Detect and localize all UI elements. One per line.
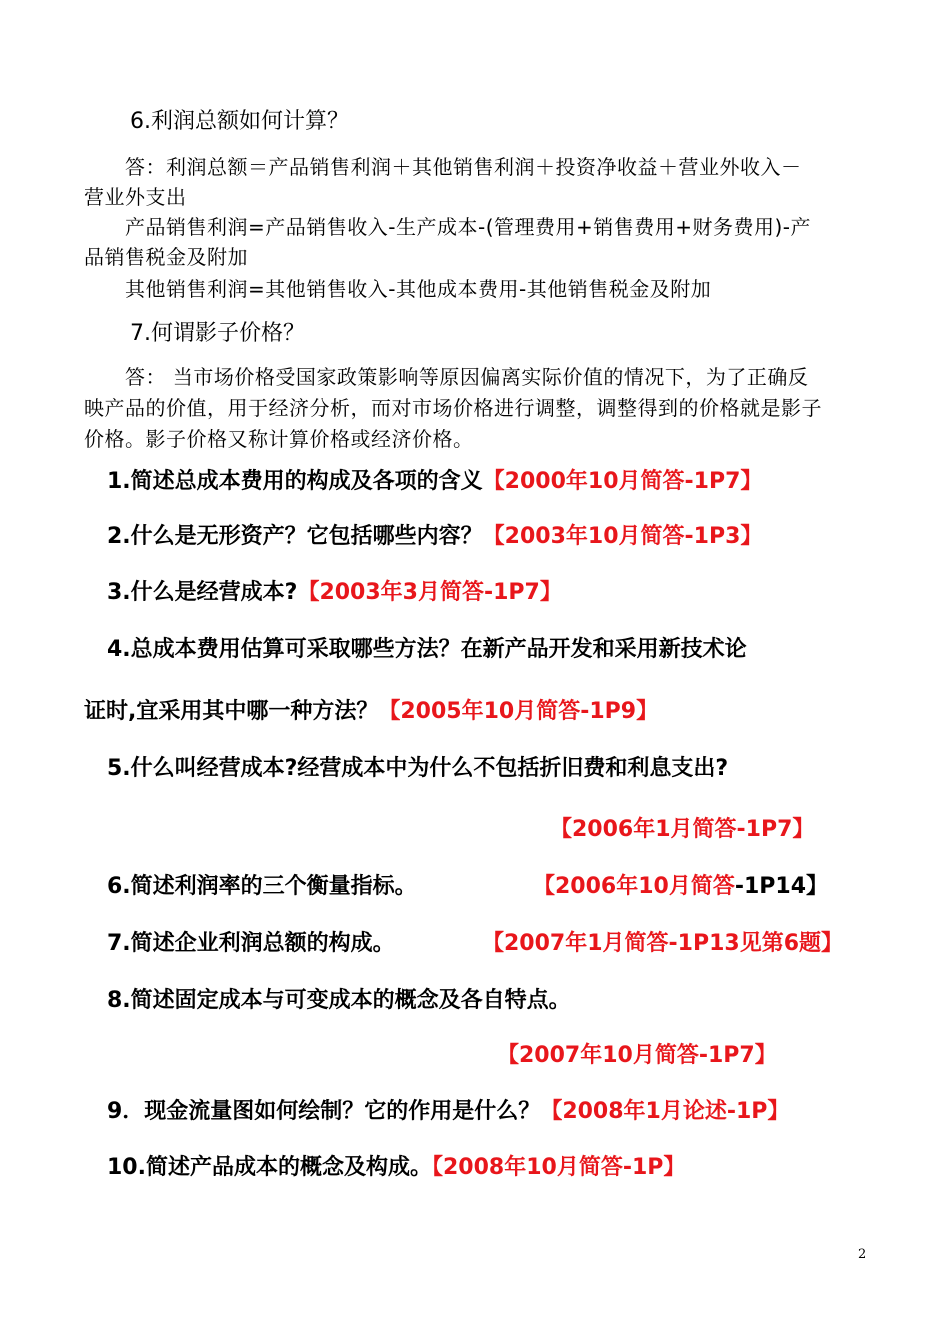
question-8: [107, 983, 571, 1014]
exam-tag: 【2003年10月简答-1P3】: [482, 524, 763, 549]
exam-tag-tail: -1P14】: [734, 874, 829, 899]
q6-answer-line: 品销售税金及附加: [84, 245, 248, 269]
question-8-tag: [497, 1038, 777, 1069]
question-9: [107, 1094, 789, 1125]
question-text: 3.什么是经营成本?: [107, 580, 298, 605]
question-1: [107, 464, 762, 495]
q6-answer-line: 营业外支出: [84, 185, 187, 209]
exam-tag: 【2003年3月简答-1P7】: [297, 580, 562, 605]
page-number: 2: [858, 1247, 867, 1262]
q6-answer-line: 产品销售利润=产品销售收入-生产成本-(管理费用+销售费用+财务费用)-产: [125, 215, 812, 239]
q7-answer-line: 价格。影子价格又称计算价格或经济价格。: [84, 427, 474, 451]
question-text: 4.总成本费用估算可采取哪些方法？在新产品开发和采用新技术论: [107, 637, 747, 662]
question-5: [107, 751, 728, 782]
exam-tag: 【2005年10月简答-1P9】: [378, 699, 659, 724]
q7-answer-line: 答： 当市场价格受国家政策影响等原因偏离实际价值的情况下，为了正确反: [125, 365, 809, 389]
exam-tag: 【2006年1月简答-1P7】: [550, 817, 815, 842]
exam-tag: 【2006年10月简答: [533, 874, 735, 899]
question-text: 7.简述企业利润总额的构成。: [107, 931, 395, 956]
exam-tag: 【2007年1月简答-1P13见第6题】: [482, 931, 844, 956]
question-text: 6.简述利润率的三个衡量指标。: [107, 874, 417, 899]
question-5-tag: [550, 812, 814, 843]
question-3: [107, 575, 562, 606]
question-text: 证时,宜采用其中哪一种方法？: [84, 699, 379, 724]
q6-heading: 6.利润总额如何计算？: [130, 109, 349, 134]
question-text: 5.什么叫经营成本?经营成本中为什么不包括折旧费和利息支出?: [107, 756, 729, 781]
question-7: [107, 926, 395, 957]
q7-answer-line: 映产品的价值，用于经济分析，而对市场价格进行调整，调整得到的价格就是影子: [84, 396, 822, 420]
question-10: [107, 1150, 685, 1181]
exam-tag: 【2007年10月简答-1P7】: [497, 1043, 777, 1068]
exam-tag: 【2008年1月论述-1P】: [540, 1099, 790, 1124]
question-4-continued: [84, 694, 658, 725]
question-7-tag: [482, 926, 843, 957]
exam-tag: 【2008年10月简答-1P】: [431, 1155, 686, 1180]
exam-tag: 【2000年10月简答-1P7】: [482, 469, 763, 494]
question-text: 1.简述总成本费用的构成及各项的含义: [107, 469, 483, 494]
question-text: 8.简述固定成本与可变成本的概念及各自特点。: [107, 988, 571, 1013]
q6-answer-line: 其他销售利润=其他销售收入-其他成本费用-其他销售税金及附加: [125, 277, 712, 301]
question-text: 2.什么是无形资产？它包括哪些内容？: [107, 524, 483, 549]
question-text: 10.简述产品成本的概念及构成。: [107, 1155, 432, 1180]
question-6-tag: [533, 869, 828, 900]
question-6: [107, 869, 417, 900]
q6-answer-line: 答：利润总额＝产品销售利润＋其他销售利润＋投资净收益＋营业外收入－: [125, 155, 802, 179]
question-4: [107, 632, 747, 663]
question-text: 9．现金流量图如何绘制？它的作用是什么？: [107, 1099, 541, 1124]
question-2: [107, 519, 762, 550]
q7-heading: 7.何谓影子价格？: [130, 321, 305, 346]
